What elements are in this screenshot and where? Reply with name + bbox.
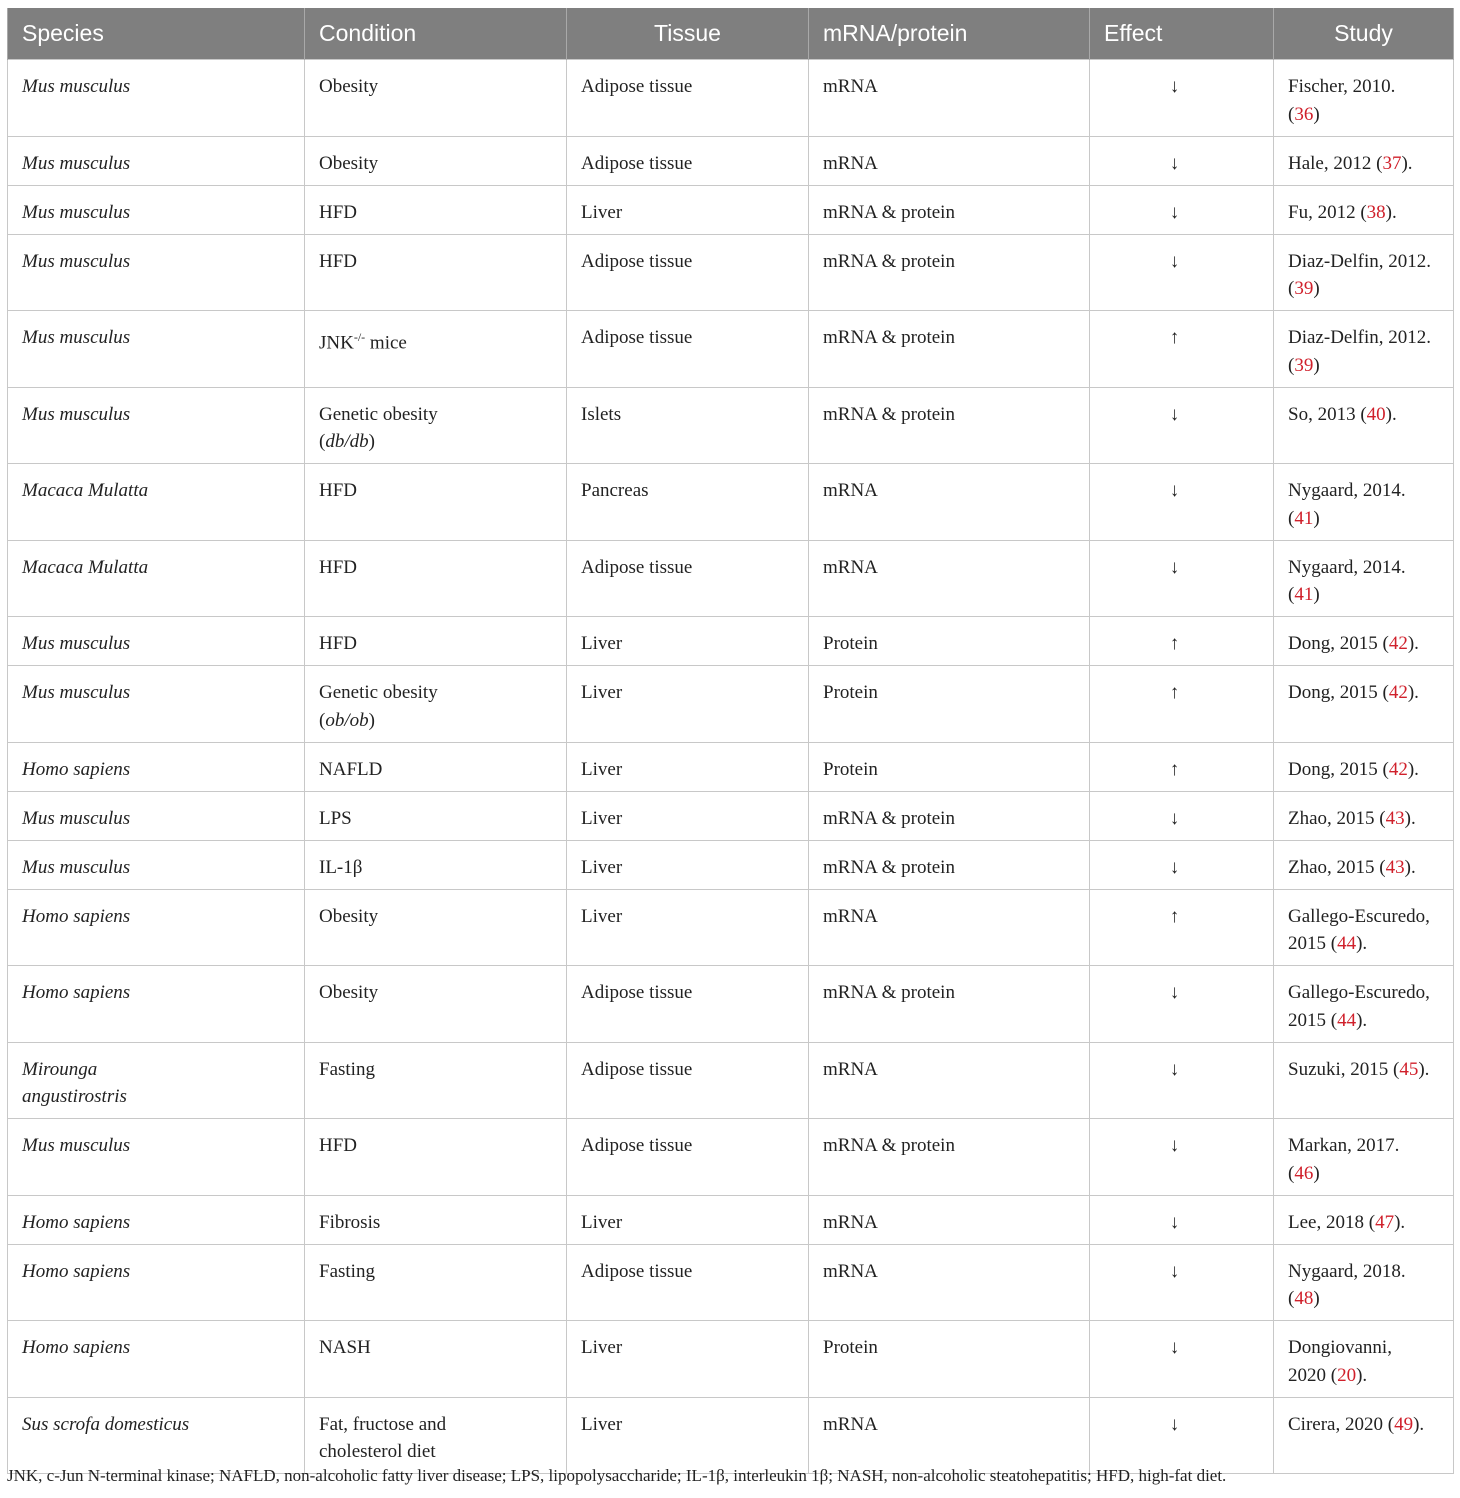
table-row [8,840,1454,889]
reference-link[interactable]: 39 [1294,354,1314,376]
cell-mrna-protein: mRNA & protein [809,311,1090,388]
study-tail: ). [1356,1364,1368,1386]
species-text: Homo sapiens [22,1211,131,1233]
cell-study: Cirera, 2020 (49). [1274,1397,1454,1474]
species-text: Mus musculus [22,856,131,878]
cell-effect-arrow: ↓ [1090,966,1274,1043]
cell-mrna-protein: mRNA & protein [809,234,1090,311]
cell-condition [305,840,567,889]
cell-effect-arrow: ↓ [1090,1397,1274,1474]
species-text: Mus musculus [22,1135,131,1156]
study-author-year: Dong, 2015 [1288,682,1378,703]
cell-effect-arrow: ↓ [1090,60,1274,137]
table-row [8,966,1454,1043]
cell-mrna-protein: mRNA [809,1195,1090,1244]
reference-link[interactable]: 37 [1382,152,1402,174]
study-author-year: Lee, 2018 [1288,1211,1364,1233]
study-tail: ) [1313,103,1320,125]
reference-link[interactable]: 20 [1337,1364,1357,1386]
study-author-year: Gallego-Escuredo, [1288,982,1430,1003]
header-tissue: Tissue [567,8,809,60]
cell-effect-arrow: ↓ [1090,1042,1274,1119]
cell-species [8,234,305,311]
header-species: Species [8,8,305,60]
table-row [8,617,1454,666]
header-effect: Effect [1090,8,1274,60]
cell-condition [305,791,567,840]
cell-study: Gallego-Escuredo, 2015 (44). [1274,966,1454,1043]
cell-species [8,136,305,185]
header-row [8,8,1454,60]
table-footnote: JNK, c-Jun N-terminal kinase; NAFLD, non-alcoholic fatty liver disease; LPS, lipopolysaccharide; IL-1β, interleukin 1β; NASH, non-alcoholic steatohepatitis; HFD, high-fat diet. [7,1466,1227,1485]
condition-text: HFD [319,480,358,501]
table-row [8,1397,1454,1474]
cell-species [8,1321,305,1398]
condition-text: Fibrosis [319,1211,381,1233]
condition-text: NASH [319,1337,371,1358]
study-tail: ) [1313,278,1320,299]
reference-link[interactable]: 48 [1294,1288,1314,1309]
species-text: Mus musculus [22,327,131,348]
header-condition: Condition [305,8,567,60]
cell-condition [305,464,567,541]
study-tail: ). [1413,1413,1425,1435]
condition-text: Obesity [319,76,379,97]
condition-text: HFD [319,633,358,654]
reference-link[interactable]: 40 [1366,403,1386,425]
table-row [8,311,1454,388]
cell-condition [305,185,567,234]
cell-condition [305,1321,567,1398]
cell-study: Nygaard, 2018. (48) [1274,1244,1454,1321]
cell-species [8,540,305,617]
cell-tissue: Adipose tissue [567,1244,809,1321]
study-tail: ). [1418,1058,1430,1080]
cell-mrna-protein: mRNA [809,1397,1090,1474]
reference-link[interactable]: 42 [1388,682,1408,703]
condition-text: Obesity [319,982,379,1003]
condition-text: HFD [319,250,358,272]
cell-study: Diaz-Delfin, 2012. (39) [1274,311,1454,388]
study-author-year: Markan, 2017. [1288,1135,1400,1156]
cell-effect-arrow: ↓ [1090,1321,1274,1398]
cell-study: Suzuki, 2015 (45). [1274,1042,1454,1119]
species-text: Homo sapiens [22,982,131,1003]
cell-mrna-protein: mRNA & protein [809,387,1090,464]
study-author-year: Hale, 2012 [1288,152,1372,174]
table-row [8,387,1454,464]
cell-mrna-protein: mRNA [809,60,1090,137]
species-text: Mus musculus [22,403,131,425]
study-author-year: Fischer, 2010. [1288,76,1396,97]
cell-study: Fu, 2012 (38). [1274,185,1454,234]
study-tail: ). [1385,403,1397,425]
cell-tissue: Liver [567,840,809,889]
cell-species [8,742,305,791]
species-text: Mus musculus [22,152,131,174]
cell-effect-arrow: ↓ [1090,387,1274,464]
header-study: Study [1274,8,1454,60]
table-row [8,791,1454,840]
study-tail: ) [1313,584,1320,605]
reference-link[interactable]: 44 [1337,933,1357,954]
reference-link[interactable]: 43 [1385,807,1405,829]
condition-suffix: mice [365,332,407,354]
cell-condition [305,1397,567,1474]
study-author-year: Suzuki, 2015 [1288,1058,1389,1080]
cell-tissue: Liver [567,791,809,840]
cell-species [8,791,305,840]
cell-mrna-protein: mRNA & protein [809,1119,1090,1196]
reference-link[interactable]: 42 [1388,633,1408,654]
table-row [8,464,1454,541]
reference-link[interactable]: 47 [1375,1211,1395,1233]
cell-effect-arrow: ↓ [1090,1244,1274,1321]
cell-effect-arrow: ↓ [1090,1195,1274,1244]
species-text: Homo sapiens [22,1337,131,1358]
study-author-year: So, 2013 [1288,403,1356,425]
cell-condition [305,1244,567,1321]
study-tail: ) [1313,1288,1320,1309]
condition-superscript: -/- [353,330,366,344]
table-row [8,1042,1454,1119]
cell-species [8,311,305,388]
study-tail: ) [1313,354,1320,376]
cell-species [8,840,305,889]
cell-mrna-protein: mRNA [809,464,1090,541]
data-table [7,8,1454,1474]
species-text: Mus musculus [22,76,131,97]
cell-condition [305,1195,567,1244]
cell-condition [305,889,567,966]
species-text-line2: angustirostris [22,1086,127,1107]
table-row [8,666,1454,743]
cell-condition [305,60,567,137]
study-author-year: Diaz-Delfin, 2012. [1288,327,1431,348]
cell-mrna-protein: mRNA [809,540,1090,617]
condition-genotype: db/db [325,431,369,452]
cell-species [8,60,305,137]
cell-study: Dong, 2015 (42). [1274,666,1454,743]
cell-study: Dong, 2015 (42). [1274,617,1454,666]
cell-tissue: Adipose tissue [567,136,809,185]
table-row [8,742,1454,791]
species-text: Mus musculus [22,807,131,829]
cell-condition: Genetic obesity (ob/ob) [305,666,567,743]
cell-tissue: Liver [567,1321,809,1398]
condition-text-line2: cholesterol diet [319,1441,436,1462]
table-row [8,60,1454,137]
cell-study: Zhao, 2015 (43). [1274,840,1454,889]
condition-text: Fasting [319,1260,375,1282]
cell-condition [305,742,567,791]
cell-study: Diaz-Delfin, 2012. (39) [1274,234,1454,311]
reference-link[interactable]: 39 [1294,278,1314,299]
cell-study: Lee, 2018 (47). [1274,1195,1454,1244]
study-author-year: Zhao, 2015 [1288,807,1375,829]
study-author-year: Dongiovanni, [1288,1337,1392,1358]
cell-tissue: Adipose tissue [567,60,809,137]
species-text: Mus musculus [22,201,131,223]
study-tail: ). [1407,758,1419,780]
cell-study: Markan, 2017. (46) [1274,1119,1454,1196]
cell-mrna-protein: mRNA & protein [809,966,1090,1043]
cell-study: Nygaard, 2014. (41) [1274,540,1454,617]
cell-species [8,1042,305,1119]
cell-study: So, 2013 (40). [1274,387,1454,464]
reference-link[interactable]: 42 [1388,758,1408,780]
cell-species [8,1244,305,1321]
condition-text: HFD [319,556,358,578]
cell-effect-arrow: ↓ [1090,840,1274,889]
cell-species [8,889,305,966]
cell-mrna-protein: mRNA [809,1244,1090,1321]
study-tail: ). [1401,152,1413,174]
cell-condition [305,234,567,311]
condition-text: HFD [319,1135,358,1156]
cell-tissue: Liver [567,889,809,966]
cell-study: Nygaard, 2014. (41) [1274,464,1454,541]
study-tail: ). [1404,856,1416,878]
reference-link[interactable]: 44 [1337,1009,1357,1031]
cell-mrna-protein: mRNA [809,1042,1090,1119]
cell-condition [305,136,567,185]
cell-condition [305,311,567,388]
table-row [8,234,1454,311]
condition-text: Obesity [319,152,379,174]
study-tail: ). [1407,633,1419,654]
cell-study: Dong, 2015 (42). [1274,742,1454,791]
cell-tissue: Adipose tissue [567,540,809,617]
cell-species [8,1119,305,1196]
cell-tissue: Islets [567,387,809,464]
cell-tissue: Adipose tissue [567,311,809,388]
cell-condition [305,1119,567,1196]
study-author-year: Zhao, 2015 [1288,856,1375,878]
study-author-year: Fu, 2012 [1288,201,1356,223]
study-author-year: Nygaard, 2018. [1288,1260,1406,1282]
cell-species [8,666,305,743]
species-text: Macaca Mulatta [22,556,149,578]
cell-tissue: Adipose tissue [567,966,809,1043]
cell-species [8,464,305,541]
cell-effect-arrow: ↑ [1090,889,1274,966]
study-author-year: Nygaard, 2014. [1288,480,1406,501]
study-tail: ) [1313,1162,1320,1184]
cell-species [8,966,305,1043]
study-tail: ). [1394,1211,1406,1233]
cell-effect-arrow: ↓ [1090,540,1274,617]
table-row [8,1195,1454,1244]
study-year: 2020 [1288,1364,1326,1386]
species-text: Mus musculus [22,250,131,272]
species-text: Mus musculus [22,633,131,654]
cell-condition [305,1042,567,1119]
header-mrna-protein: mRNA/protein [809,8,1090,60]
study-tail: ) [1313,507,1320,529]
cell-tissue: Liver [567,617,809,666]
cell-mrna-protein: mRNA [809,136,1090,185]
cell-tissue: Liver [567,742,809,791]
cell-tissue: Pancreas [567,464,809,541]
cell-effect-arrow: ↑ [1090,666,1274,743]
condition-text: LPS [319,807,352,829]
table-row [8,1119,1454,1196]
table-row [8,889,1454,966]
species-text: Homo sapiens [22,1260,131,1282]
condition-text: Fat, fructose and [319,1413,447,1435]
species-text: Mirounga [22,1058,98,1080]
cell-species [8,1397,305,1474]
study-author-year: Gallego-Escuredo, [1288,905,1430,927]
reference-link[interactable]: 46 [1294,1162,1314,1184]
reference-link[interactable]: 41 [1294,507,1314,529]
cell-tissue: Adipose tissue [567,1119,809,1196]
reference-link[interactable]: 36 [1294,103,1314,125]
study-author-year: Nygaard, 2014. [1288,556,1406,578]
cell-study: Zhao, 2015 (43). [1274,791,1454,840]
cell-condition [305,540,567,617]
study-author-year: Dong, 2015 [1288,633,1378,654]
cell-mrna-protein: mRNA [809,889,1090,966]
study-year: 2015 [1288,1009,1326,1031]
cell-species [8,185,305,234]
species-text: Sus scrofa domesticus [22,1413,190,1435]
study-year: 2015 [1288,933,1326,954]
cell-mrna-protein: Protein [809,742,1090,791]
cell-effect-arrow: ↓ [1090,234,1274,311]
cell-effect-arrow: ↓ [1090,1119,1274,1196]
study-tail: ). [1407,682,1419,703]
reference-link[interactable]: 45 [1399,1058,1419,1080]
cell-mrna-protein: mRNA & protein [809,185,1090,234]
reference-link[interactable]: 41 [1294,584,1314,605]
cell-species [8,617,305,666]
table-row [8,1321,1454,1398]
table-row [8,185,1454,234]
species-text: Homo sapiens [22,905,131,927]
species-text: Homo sapiens [22,758,131,780]
cell-effect-arrow: ↓ [1090,185,1274,234]
cell-tissue: Liver [567,1195,809,1244]
condition-genotype: ob/ob [325,709,369,731]
cell-mrna-protein: Protein [809,666,1090,743]
condition-text: Genetic obesity [319,682,438,703]
study-tail: ). [1404,807,1416,829]
cell-effect-arrow: ↑ [1090,617,1274,666]
cell-mrna-protein: Protein [809,1321,1090,1398]
cell-tissue: Liver [567,1397,809,1474]
cell-condition [305,966,567,1043]
cell-species [8,1195,305,1244]
cell-tissue: Liver [567,185,809,234]
study-tail: ). [1356,1009,1368,1031]
table-row [8,1244,1454,1321]
study-author-year: Dong, 2015 [1288,758,1378,780]
cell-study: Dongiovanni, 2020 (20). [1274,1321,1454,1398]
table-row [8,540,1454,617]
study-author-year: Diaz-Delfin, 2012. [1288,250,1431,272]
condition-text: IL-1β [319,856,363,878]
cell-study: Fischer, 2010. (36) [1274,60,1454,137]
cell-tissue: Liver [567,666,809,743]
cell-effect-arrow: ↓ [1090,136,1274,185]
condition-text: HFD [319,201,358,223]
cell-mrna-protein: mRNA & protein [809,840,1090,889]
cell-tissue: Adipose tissue [567,1042,809,1119]
condition-text: Genetic obesity [319,403,438,425]
study-author-year: Cirera, 2020 [1288,1413,1383,1435]
reference-link[interactable]: 43 [1385,856,1405,878]
cell-condition: Genetic obesity (db/db) [305,387,567,464]
condition-text: JNK [319,332,354,354]
species-text: Macaca Mulatta [22,480,149,501]
cell-study: Gallego-Escuredo, 2015 (44). [1274,889,1454,966]
cell-effect-arrow: ↓ [1090,791,1274,840]
cell-tissue: Adipose tissue [567,234,809,311]
reference-link[interactable]: 49 [1394,1413,1414,1435]
cell-effect-arrow: ↑ [1090,742,1274,791]
study-tail: ). [1385,201,1397,223]
condition-text: Fasting [319,1058,375,1080]
cell-effect-arrow: ↓ [1090,464,1274,541]
cell-effect-arrow: ↑ [1090,311,1274,388]
cell-condition [305,617,567,666]
condition-text: NAFLD [319,758,383,780]
reference-link[interactable]: 38 [1366,201,1386,223]
species-text: Mus musculus [22,682,131,703]
table-row [8,136,1454,185]
condition-text: Obesity [319,905,379,927]
cell-study: Hale, 2012 (37). [1274,136,1454,185]
cell-mrna-protein: Protein [809,617,1090,666]
study-tail: ). [1356,933,1368,954]
cell-mrna-protein: mRNA & protein [809,791,1090,840]
cell-species [8,387,305,464]
